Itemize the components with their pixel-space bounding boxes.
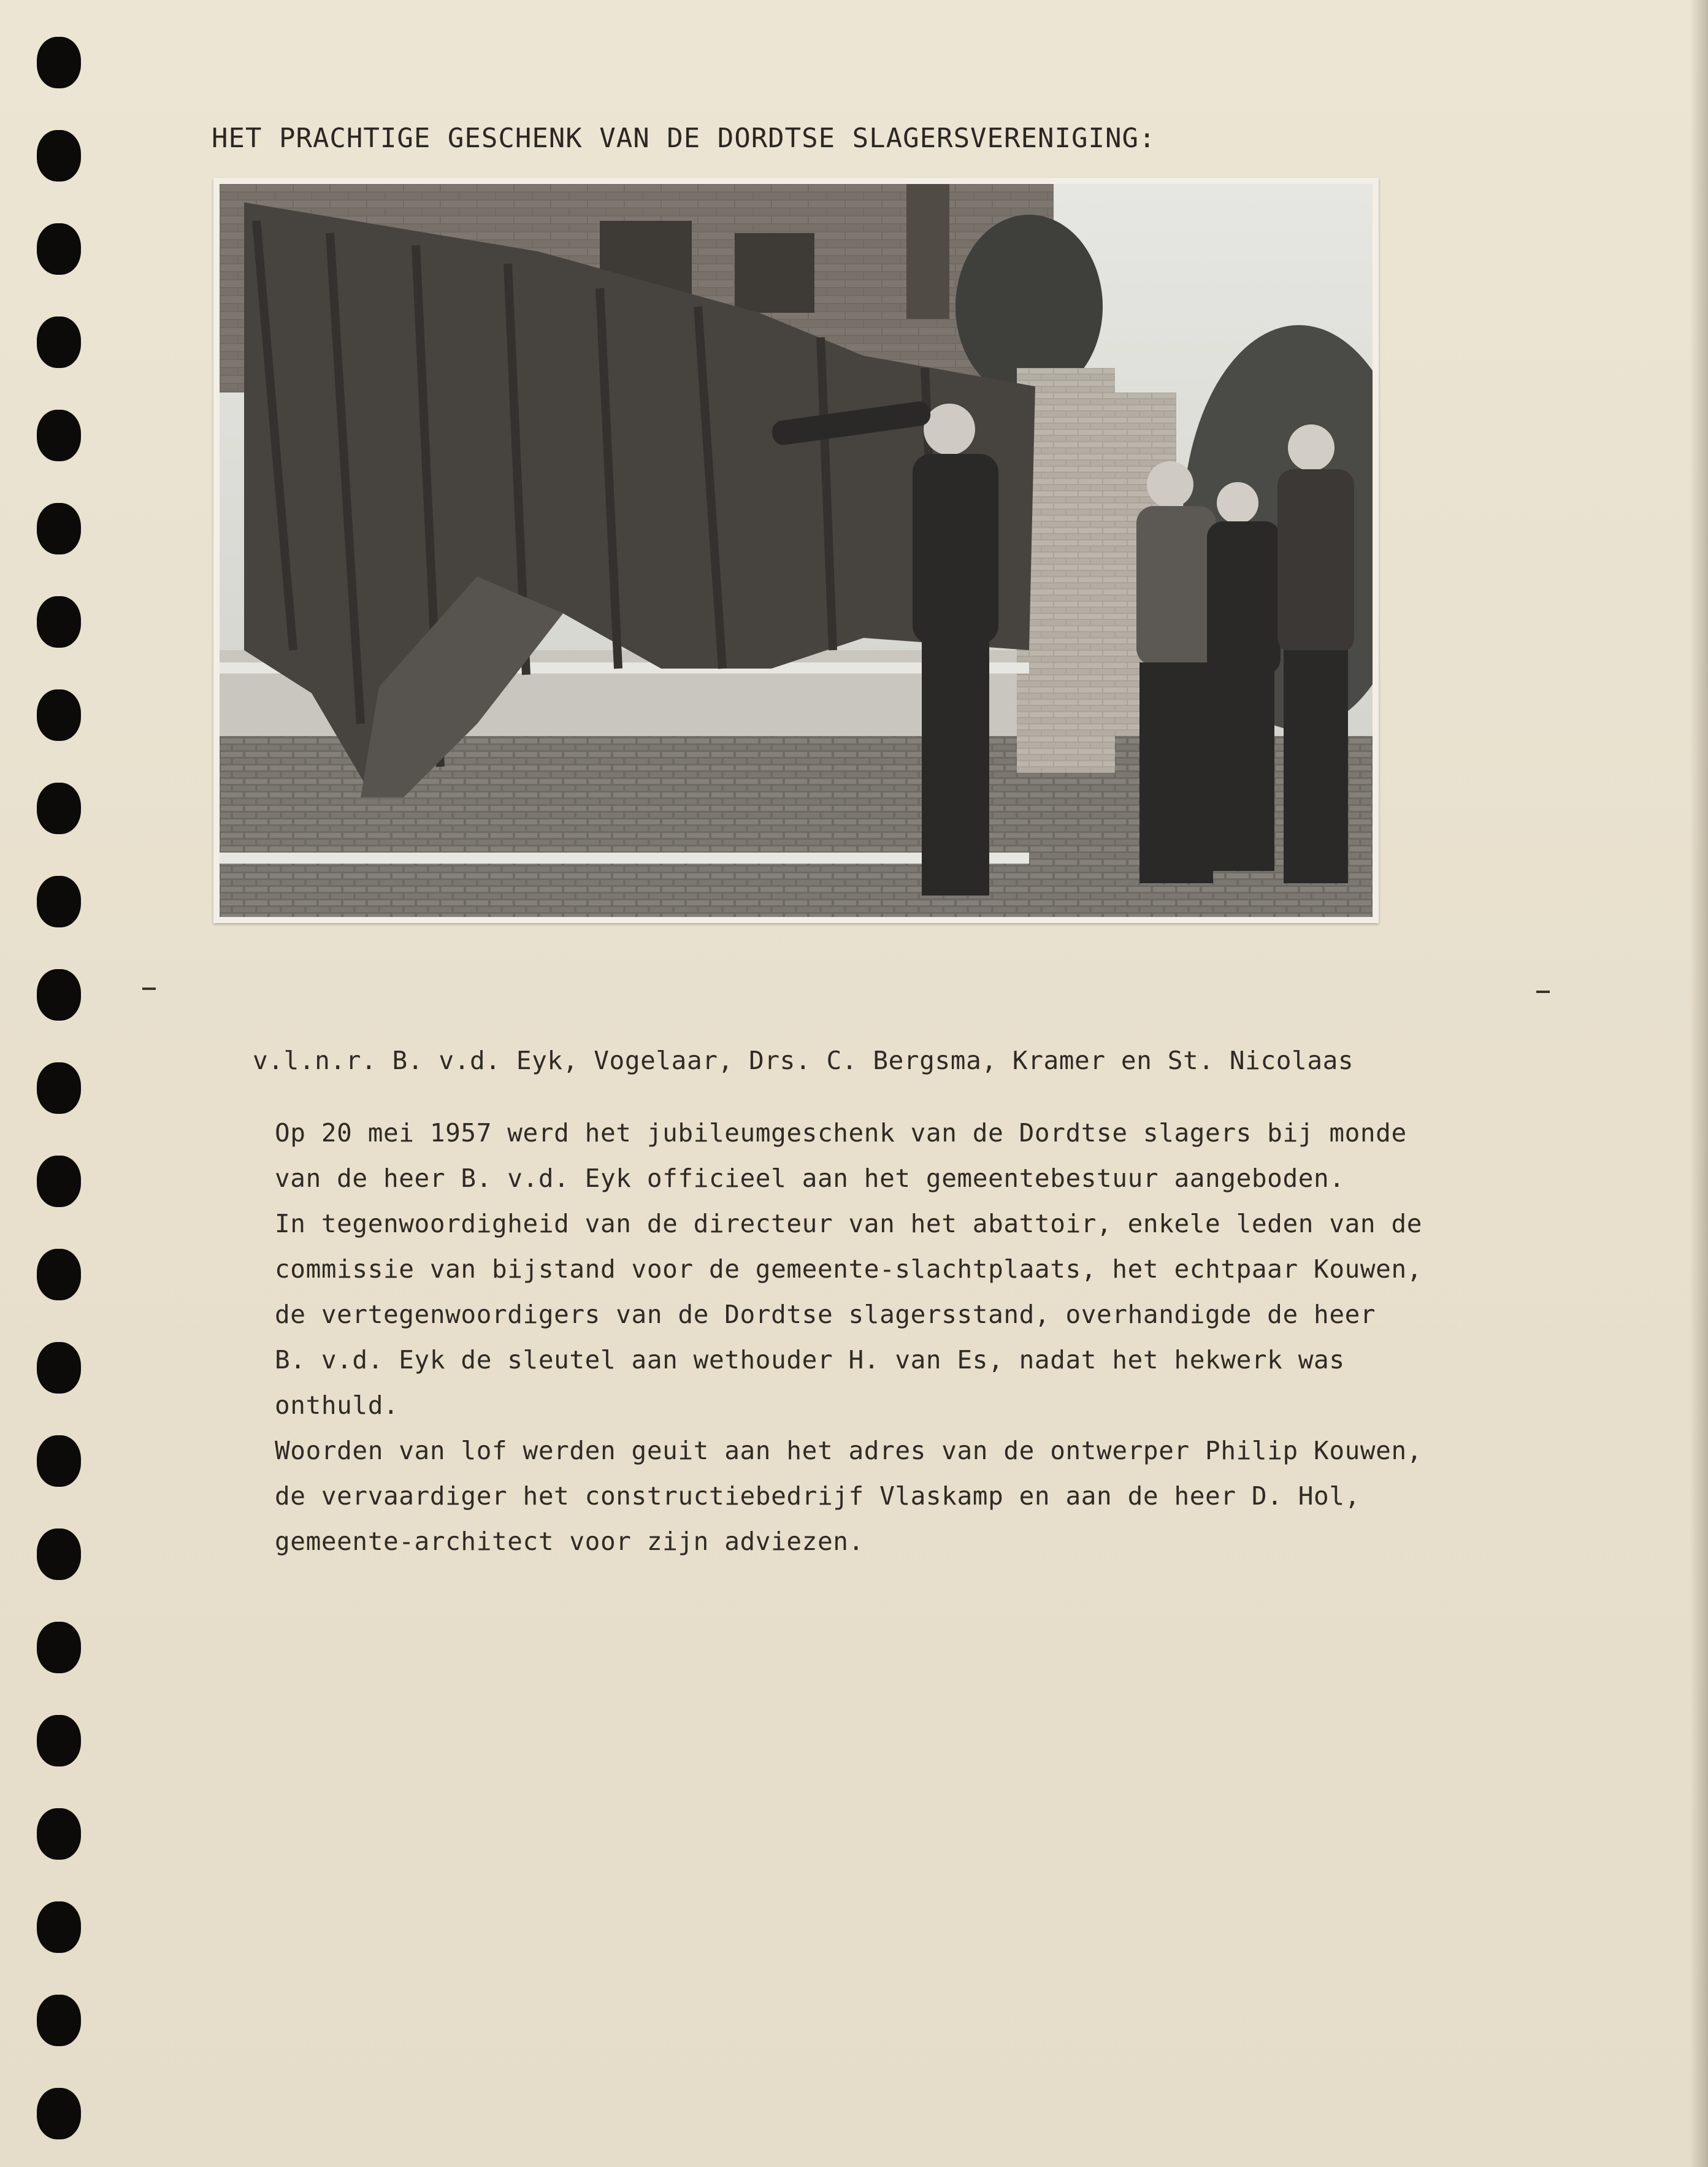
punch-hole — [37, 2088, 81, 2139]
punch-hole — [37, 876, 81, 927]
body-line: Woorden van lof werden geuit aan het adres van de ontwerper Philip Kouwen, — [275, 1436, 1423, 1465]
punch-hole — [37, 410, 81, 461]
body-line: B. v.d. Eyk de sleutel aan wethouder H. van Es, nadat het hekwerk was — [275, 1345, 1345, 1375]
punch-hole — [37, 1622, 81, 1673]
punch-hole — [37, 1342, 81, 1394]
punch-hole — [37, 1435, 81, 1487]
body-line: de vertegenwoordigers van de Dordtse slagersstand, overhandigde de heer — [275, 1300, 1376, 1329]
punch-hole — [37, 1715, 81, 1766]
punch-hole — [37, 1156, 81, 1207]
photo-illustration — [220, 184, 1373, 917]
body-line: In tegenwoordigheid van de directeur van het abattoir, enkele leden van de — [275, 1209, 1423, 1238]
photograph — [213, 178, 1379, 923]
punch-hole — [37, 1901, 81, 1953]
punch-hole — [37, 969, 81, 1021]
punch-hole — [37, 783, 81, 834]
punch-hole — [37, 1249, 81, 1300]
body-line: Op 20 mei 1957 werd het jubileumgeschenk van de Dordtse slagers bij monde — [275, 1118, 1407, 1148]
margin-mark-right — [1536, 991, 1550, 993]
punch-hole — [37, 316, 81, 368]
punch-hole — [37, 130, 81, 182]
punch-hole — [37, 689, 81, 741]
page-heading: HET PRACHTIGE GESCHENK VAN DE DORDTSE SLAGERSVERENIGING: — [212, 123, 1156, 154]
punch-hole — [37, 503, 81, 554]
body-text — [275, 1110, 1563, 1564]
page-edge-shadow — [1690, 0, 1708, 2167]
body-line: onthuld. — [275, 1390, 399, 1420]
body-line: gemeente-architect voor zijn adviezen. — [275, 1527, 864, 1556]
body-line: commissie van bijstand voor de gemeente-slachtplaats, het echtpaar Kouwen, — [275, 1254, 1423, 1284]
punch-hole — [37, 1528, 81, 1580]
punch-hole — [37, 1062, 81, 1114]
punch-hole — [37, 596, 81, 648]
body-line: van de heer B. v.d. Eyk officieel aan het gemeentebestuur aangeboden. — [275, 1164, 1345, 1193]
body-line: de vervaardiger het constructiebedrijf Vlaskamp en aan de heer D. Hol, — [275, 1481, 1360, 1511]
punch-hole — [37, 1995, 81, 2046]
punch-hole — [37, 1808, 81, 1860]
punch-hole — [37, 223, 81, 275]
punch-hole — [37, 37, 81, 88]
punch-holes — [37, 37, 86, 2147]
photo-caption: v.l.n.r. B. v.d. Eyk, Vogelaar, Drs. C. Bergsma, Kramer en St. Nicolaas — [253, 1046, 1354, 1075]
margin-mark-left — [142, 988, 156, 990]
